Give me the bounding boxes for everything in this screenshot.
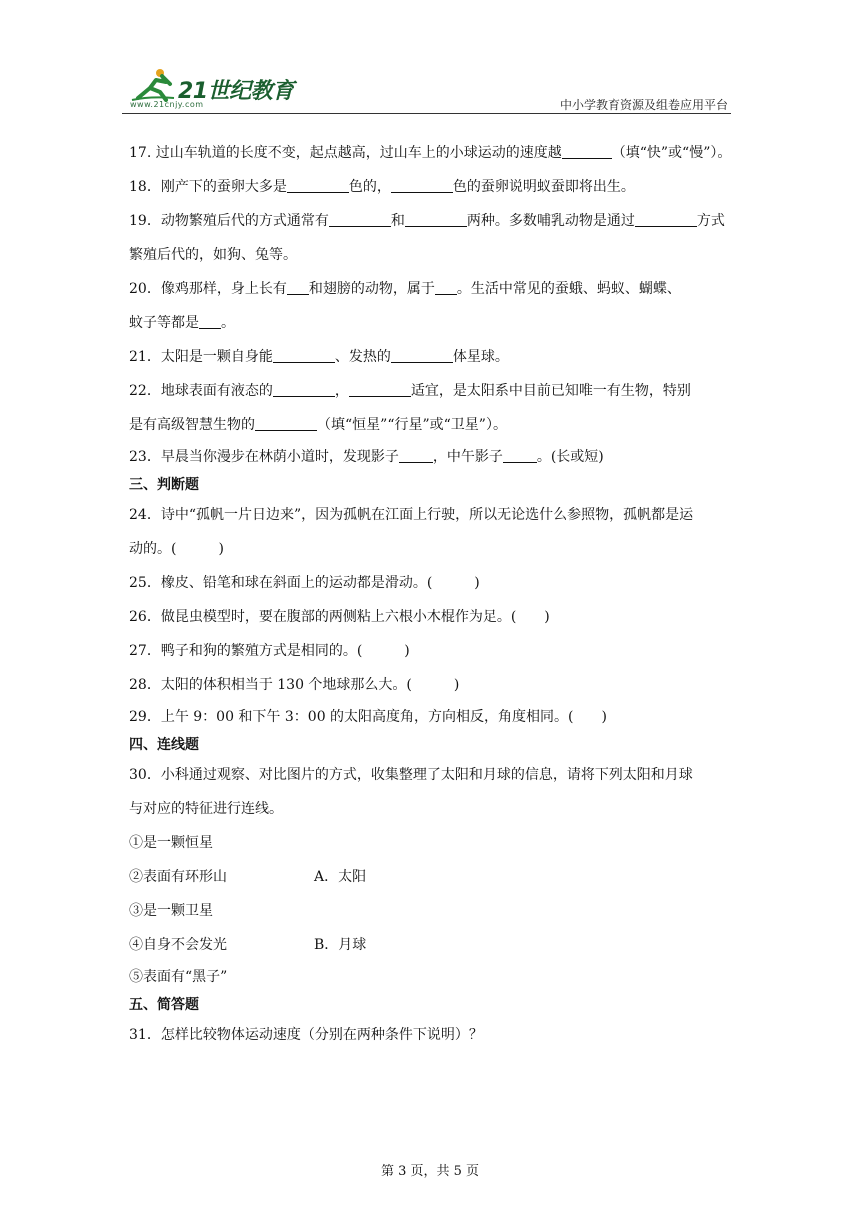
question-23: 23．早晨当你漫步在林荫小道时，发现影子 ，中午影子 。(长或短) (129, 449, 604, 465)
match-left-item[interactable]: ③是一颗卫星 (129, 903, 213, 919)
answer-blank[interactable] (273, 382, 335, 397)
question-21: 21．太阳是一颗自身能 、发热的 体星球。 (129, 349, 509, 365)
match-row (129, 826, 741, 860)
answer-blank[interactable] (405, 212, 467, 227)
answer-blank[interactable] (349, 382, 411, 397)
question-24: 24．诗中“孤帆一片日边来”，因为孤帆在江面上行驶，所以无论选什么参照物，孤帆都是运 (129, 507, 694, 523)
match-row (129, 894, 741, 928)
question-list (129, 136, 741, 1052)
logo-url: www.21cnjy.com (130, 100, 204, 109)
question-19-cont: 繁殖后代的，如狗、兔等。 (129, 247, 297, 263)
section-heading-matching: 四、连线题 (129, 737, 199, 753)
header-divider (122, 113, 731, 114)
match-left-item[interactable]: ④自身不会发光 (129, 937, 227, 953)
question-26: 26．做昆虫模型时，要在腹部的两侧粘上六根小木棍作为足。( ) (129, 609, 550, 625)
question-30-cont: 与对应的特征进行连线。 (129, 801, 283, 817)
answer-blank[interactable] (255, 416, 317, 431)
answer-blank[interactable] (503, 448, 537, 463)
question-22: 22．地球表面有液态的 ， 适宜，是太阳系中目前已知唯一有生物，特别 (129, 383, 691, 399)
question-17: 17. 过山车轨道的长度不变，起点越高，过山车上的小球运动的速度越 （填“快”或“慢”）。 (129, 145, 732, 161)
question-29: 29．上午 9：00 和下午 3：00 的太阳高度角，方向相反，角度相同。( ) (129, 709, 607, 725)
match-row (129, 962, 741, 992)
match-left-item[interactable]: ⑤表面有“黑子” (129, 969, 228, 985)
section-heading-short-answer: 五、简答题 (129, 997, 199, 1013)
question-22-cont: 是有高级智慧生物的 （填“恒星”“行星”或“卫星”）。 (129, 417, 507, 433)
question-28: 28．太阳的体积相当于 130 个地球那么大。( ) (129, 677, 460, 693)
question-20: 20．像鸡那样，身上长有 和翅膀的动物，属于 。生活中常见的蚕蛾、蚂蚁、蝴蝶、 (129, 281, 681, 297)
answer-blank[interactable] (273, 348, 335, 363)
match-left-item[interactable]: ②表面有环形山 (129, 869, 227, 885)
question-19: 19．动物繁殖后代的方式通常有 和 两种。多数哺乳动物是通过 方式 (129, 213, 725, 229)
question-25: 25．橡皮、铅笔和球在斜面上的运动都是滑动。( ) (129, 575, 480, 591)
match-left-item[interactable]: ①是一颗恒星 (129, 835, 213, 851)
answer-blank[interactable] (435, 280, 457, 295)
question-24-cont: 动的。( ) (129, 541, 224, 557)
answer-blank[interactable] (562, 144, 612, 159)
match-right-item-sun[interactable]: A．太阳 (314, 869, 367, 885)
runner-logo-icon (130, 68, 178, 102)
question-18: 18．刚产下的蚕卵大多是 色的， 色的蚕卵说明蚁蚕即将出生。 (129, 179, 635, 195)
logo-text: 21世纪教育 (178, 79, 294, 104)
answer-blank[interactable] (391, 348, 453, 363)
section-heading-judgement: 三、判断题 (129, 477, 199, 493)
logo (128, 66, 298, 114)
question-27: 27．鸭子和狗的繁殖方式是相同的。( ) (129, 643, 410, 659)
answer-blank[interactable] (399, 448, 433, 463)
match-row (129, 860, 741, 894)
match-row (129, 928, 741, 962)
question-20-cont: 蚊子等都是 。 (129, 315, 235, 331)
page-header (128, 66, 728, 114)
page-number: 第 3 页，共 5 页 (380, 1164, 480, 1179)
match-right-item-moon[interactable]: B．月球 (314, 937, 367, 953)
answer-blank[interactable] (287, 178, 349, 193)
answer-blank[interactable] (287, 280, 309, 295)
answer-blank[interactable] (199, 314, 221, 329)
question-30: 30．小科通过观察、对比图片的方式，收集整理了太阳和月球的信息，请将下列太阳和月球 (129, 767, 693, 783)
answer-blank[interactable] (391, 178, 453, 193)
answer-blank[interactable] (635, 212, 697, 227)
answer-blank[interactable] (329, 212, 391, 227)
question-31: 31．怎样比较物体运动速度（分别在两种条件下说明）？ (129, 1027, 483, 1043)
platform-name: 中小学教育资源及组卷应用平台 (559, 98, 728, 112)
